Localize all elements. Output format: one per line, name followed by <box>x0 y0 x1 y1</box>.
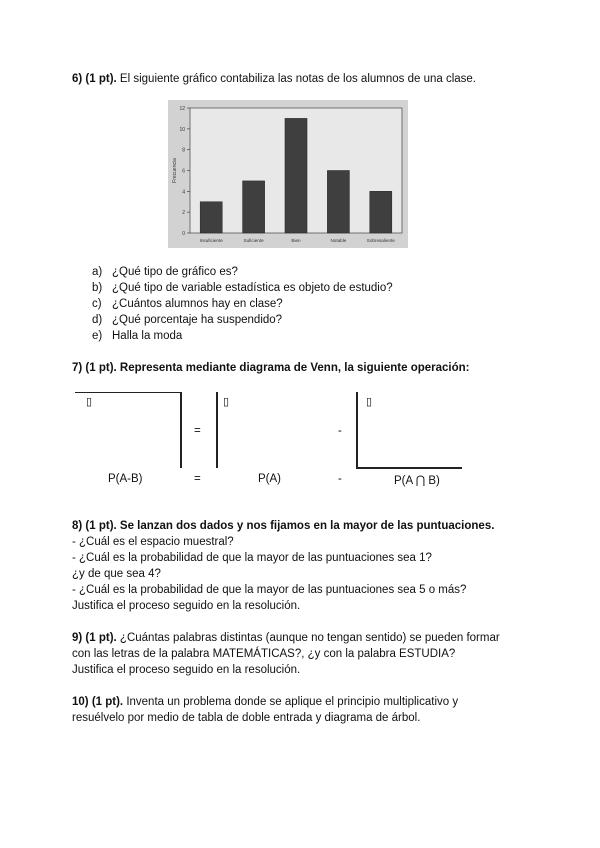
option-text: Halla la moda <box>112 330 183 342</box>
label-p-a-and-b: P(A ⋂ B) <box>394 475 440 487</box>
x-tick-label: Sobresaliente <box>366 238 395 243</box>
option-text: ¿Qué tipo de gráfico es? <box>112 266 238 278</box>
venn-box-border <box>356 392 358 468</box>
bar <box>327 171 349 234</box>
option-letter: c) <box>92 298 102 310</box>
q6-statement <box>72 73 476 85</box>
q6-option <box>92 296 393 312</box>
q8-block <box>72 518 494 614</box>
q9-line: con las letras de la palabra MATEMÁTICAS?, ¿y con la palabra ESTUDIA? <box>72 648 456 660</box>
option-letter: e) <box>92 330 103 342</box>
y-tick-label: 8 <box>182 147 185 154</box>
q6-option <box>92 328 393 344</box>
q10-line: Inventa un problema donde se aplique el principio multiplicativo y <box>123 696 459 708</box>
q6-option <box>92 280 393 296</box>
universe-symbol: ▯ <box>86 396 93 408</box>
y-tick-label: 10 <box>179 126 185 133</box>
label-equals: = <box>194 473 201 485</box>
q8-line: ¿y de que sea 4? <box>72 568 161 580</box>
option-letter: b) <box>92 282 103 294</box>
grades-bar-chart <box>168 100 408 248</box>
venn-box-border <box>356 467 462 469</box>
option-letter: a) <box>92 266 103 278</box>
q7-title <box>72 362 470 374</box>
q8-heading: 8) (1 pt). Se lanzan dos dados y nos fijamos en la mayor de las puntuaciones. <box>72 520 495 532</box>
option-text: ¿Cuántos alumnos hay en clase? <box>112 298 283 310</box>
q9-line: Justifica el proceso seguido en la resolución. <box>72 664 301 676</box>
equals-sign: = <box>194 425 201 437</box>
y-tick-label: 4 <box>182 189 185 196</box>
q9-line: ¿Cuántas palabras distintas (aunque no tengan sentido) se pueden formar <box>116 632 500 644</box>
q6-text: El siguiente gráfico contabiliza las notas de los alumnos de una clase. <box>116 73 477 85</box>
q6-options <box>92 264 393 344</box>
bar <box>200 202 222 233</box>
q8-line: Justifica el proceso seguido en la resolución. <box>72 600 301 612</box>
q6-option <box>92 264 393 280</box>
y-tick-label: 6 <box>182 168 185 175</box>
q6-option <box>92 312 393 328</box>
q10-line: resuélvelo por medio de tabla de doble entrada y diagrama de árbol. <box>72 712 421 724</box>
y-tick-label: 0 <box>182 231 185 237</box>
label-p-a: P(A) <box>258 473 281 485</box>
x-tick-label: Insuficiente <box>199 238 223 243</box>
label-p-a-minus-b: P(A-B) <box>108 473 143 485</box>
y-axis-label: Frecuencia <box>172 158 178 183</box>
bar <box>243 181 265 233</box>
venn-box-border <box>180 392 182 468</box>
option-text: ¿Qué porcentaje ha suspendido? <box>112 314 283 326</box>
q7-heading: 7) (1 pt). Representa mediante diagrama de Venn, la siguiente operación: <box>72 362 470 374</box>
y-tick-label: 2 <box>182 210 185 217</box>
grades-bar-chart-photo <box>168 100 408 248</box>
q9-heading: 9) (1 pt). <box>72 632 117 644</box>
q9-block <box>72 630 500 678</box>
q6-heading: 6) (1 pt). <box>72 73 117 85</box>
x-tick-label: Notable <box>330 238 347 243</box>
bar <box>285 118 307 233</box>
venn-box-border <box>75 392 181 393</box>
q8-line: - ¿Cuál es el espacio muestral? <box>72 536 234 548</box>
minus-sign: - <box>338 425 342 437</box>
bar <box>370 191 392 233</box>
option-text: ¿Qué tipo de variable estadística es objeto de estudio? <box>112 282 393 294</box>
q8-line: - ¿Cuál es la probabilidad de que la mayor de las puntuaciones sea 5 o más? <box>72 584 467 596</box>
y-tick-label: 12 <box>179 106 185 112</box>
venn-box-border <box>216 392 218 468</box>
q10-heading: 10) (1 pt). <box>72 696 124 708</box>
q10-block <box>72 694 458 726</box>
universe-symbol: ▯ <box>223 396 230 408</box>
q8-line: - ¿Cuál es la probabilidad de que la mayor de las puntuaciones sea 1? <box>72 552 432 564</box>
label-minus: - <box>338 473 342 485</box>
universe-symbol: ▯ <box>366 396 373 408</box>
x-tick-label: Suficiente <box>243 238 264 243</box>
x-tick-label: Bien <box>291 238 301 243</box>
option-letter: d) <box>92 314 103 326</box>
